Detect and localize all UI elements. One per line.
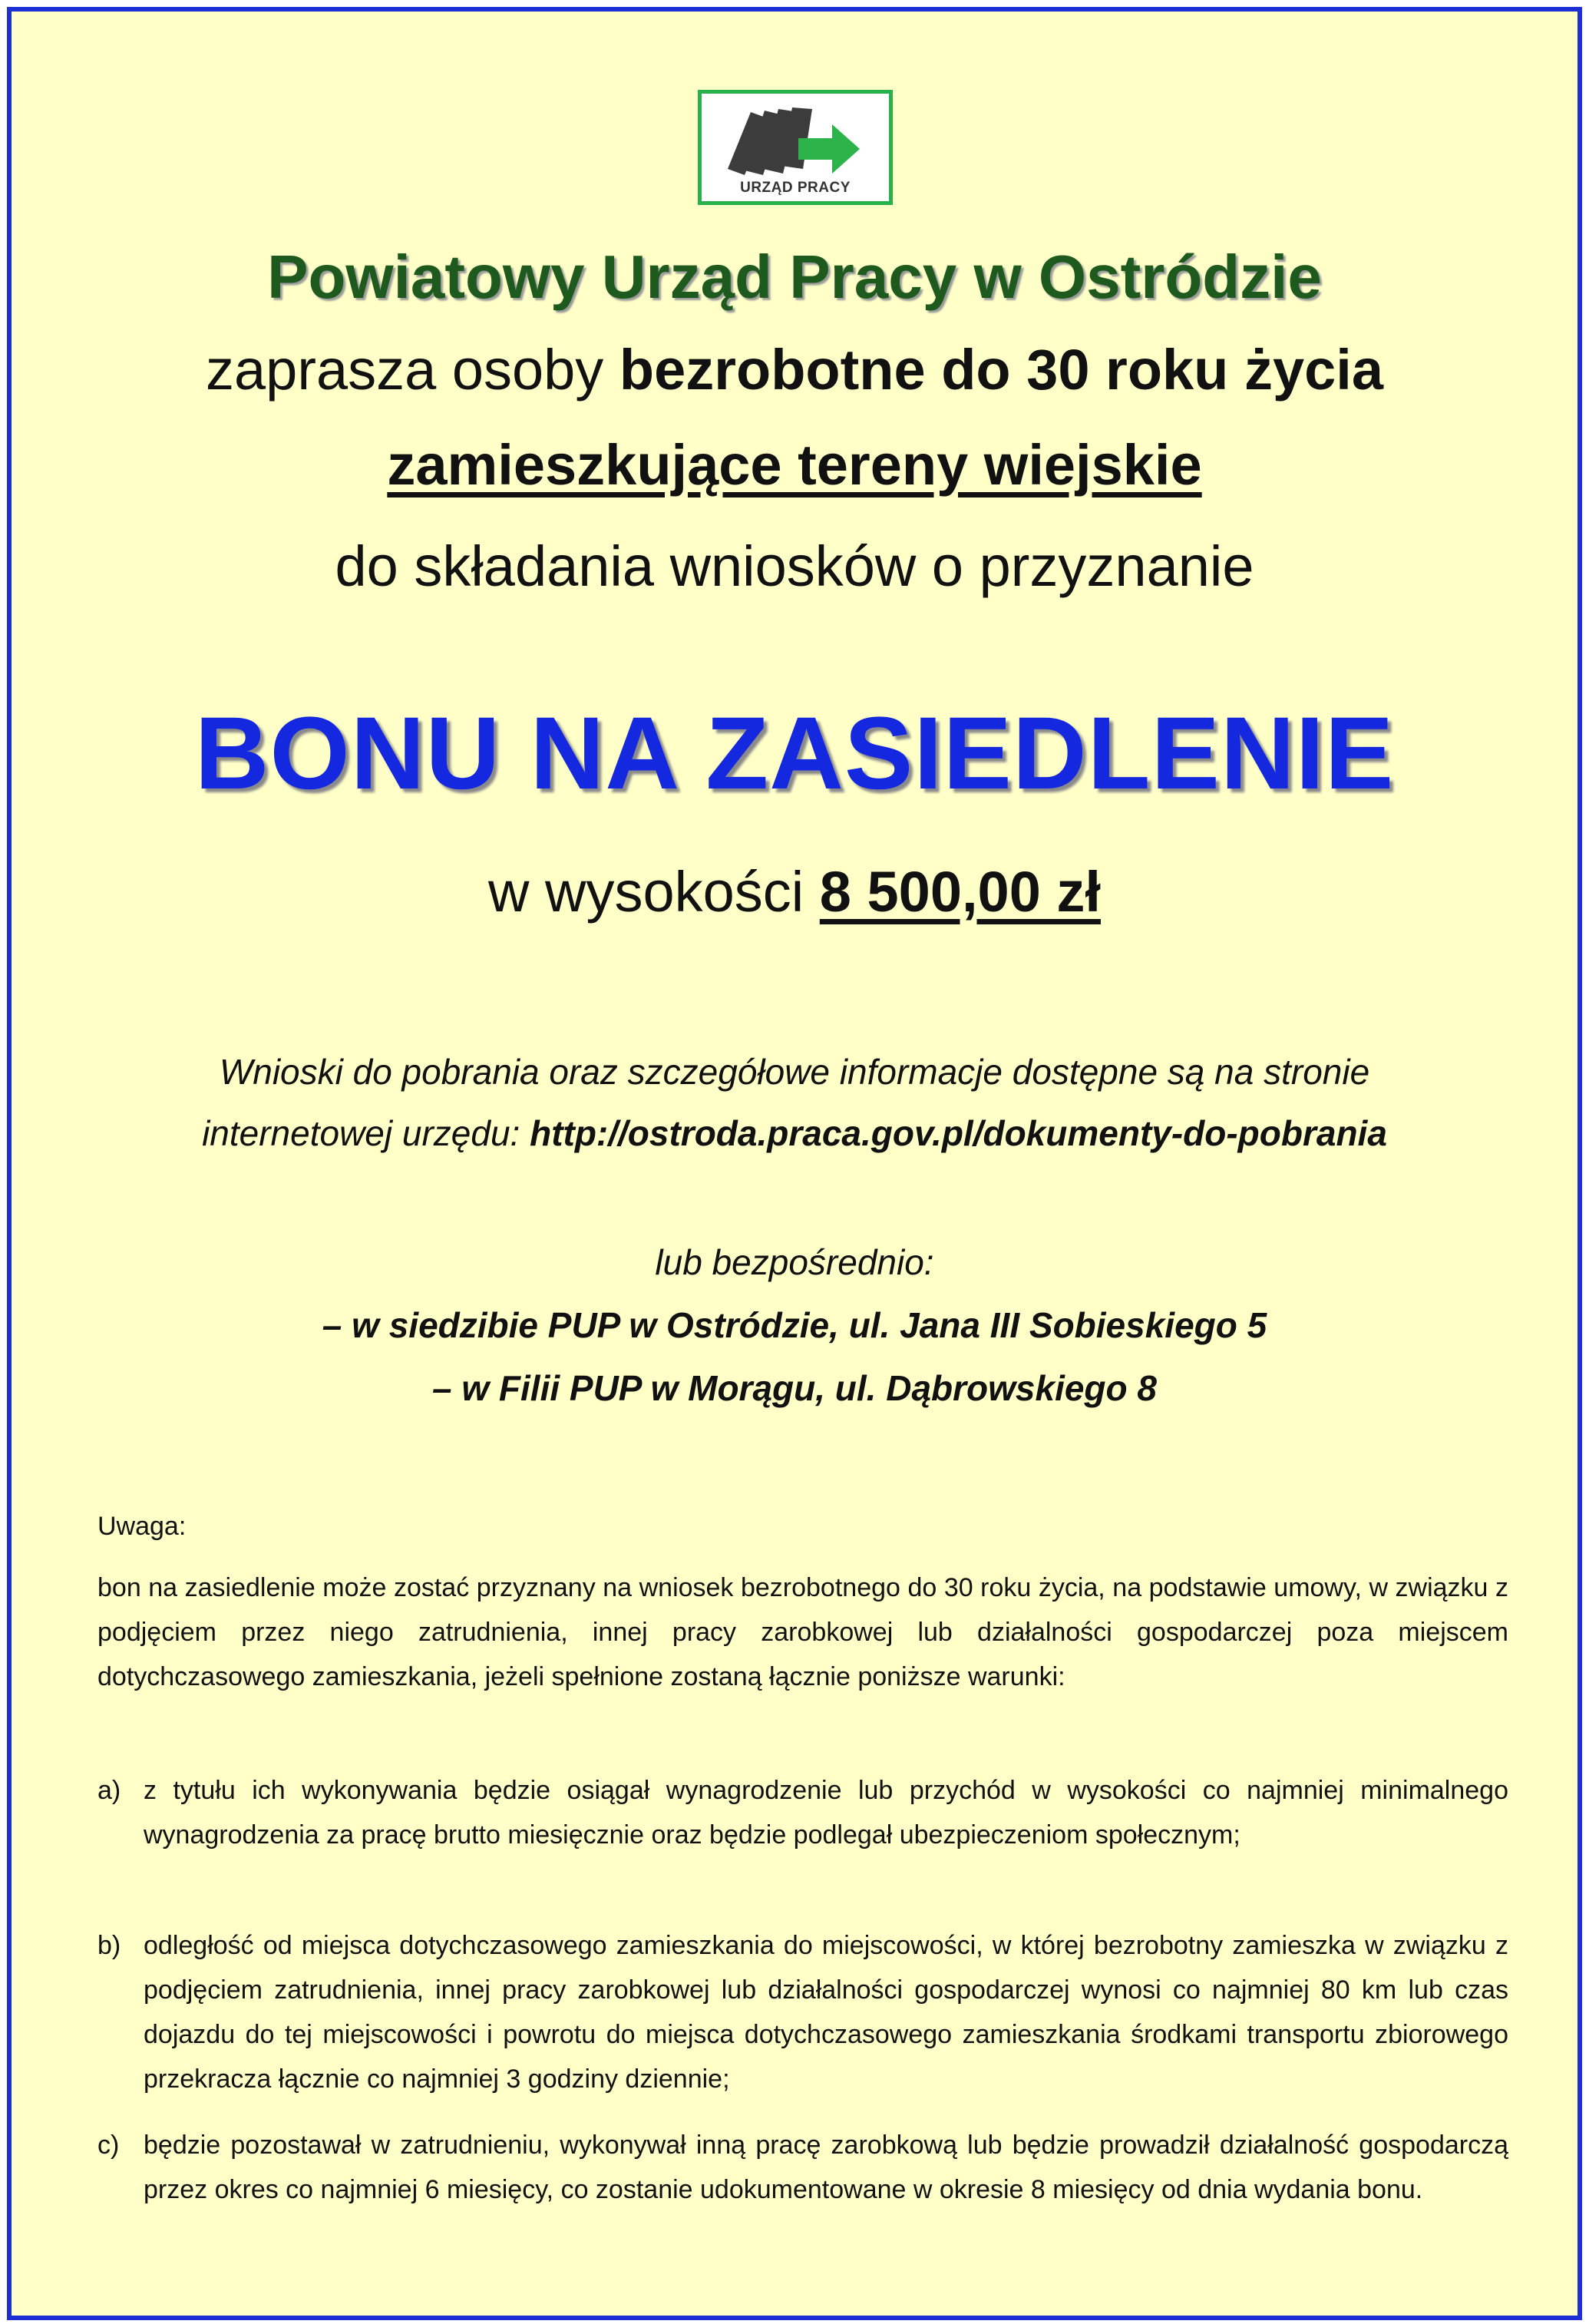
condition-text: będzie pozostawał w zatrudnieniu, wykonywał inną pracę zarobkową lub będzie prowadził działalność gospodarczą przez okres co najmniej 6 miesięcy, co zostanie udokumentowane w okresie 8 miesięcy od dnia wydania bonu. (144, 2131, 1508, 2204)
cards-arrow-icon (728, 101, 863, 178)
invite-line (12, 337, 1577, 402)
amount-line (12, 859, 1577, 924)
amount-value: 8 500,00 zł (819, 860, 1101, 924)
amount-prefix: w wysokości (488, 860, 820, 924)
info-line-1: Wnioski do pobrania oraz szczegółowe informacje dostępne są na stronie (219, 1052, 1370, 1092)
urzad-pracy-logo (698, 90, 893, 205)
invite-prefix: zaprasza osoby (206, 338, 619, 402)
invite-target: bezrobotne do 30 roku życia (619, 338, 1383, 402)
condition-marker: a) (97, 1776, 121, 1805)
location-moragu: – w Filii PUP w Morągu, ul. Dąbrowskiego 8 (431, 1368, 1157, 1408)
organization-name: Powiatowy Urząd Pracy w Ostródzie (267, 243, 1322, 311)
rural-line: zamieszkujące tereny wiejskie (387, 433, 1202, 497)
location-ostroda: – w siedzibie PUP w Ostródzie, ul. Jana III Sobieskiego 5 (322, 1305, 1267, 1345)
condition-marker: c) (97, 2131, 120, 2160)
condition-item (97, 2123, 1508, 2212)
condition-item (97, 1768, 1508, 1857)
condition-marker: b) (97, 1931, 121, 1960)
info-prefix: internetowej urzędu: (202, 1113, 530, 1153)
poster-page (7, 7, 1582, 2320)
direct-label: lub bezpośrednio: (655, 1242, 934, 1282)
condition-text: odległość od miejsca dotychczasowego zamieszkania do miejscowości, w której bezrobotny zamieszka w związku z podjęciem zatrudnienia, innej pracy zarobkowej lub działalności gospodarczej wynosi co najmniej 80 km lub czas dojazdu do tej miejscowości i powrotu do miejsca dotychczasowego zamieszkania środkami transportu zbiorowego przekracza łącznie co najmniej 3 godziny dziennie; (144, 1931, 1508, 2094)
application-line: do składania wniosków o przyznanie (335, 534, 1254, 598)
note-paragraph: bon na zasiedlenie może zostać przyznany na wniosek bezrobotnego do 30 roku życia, na podstawie umowy, w związku z podjęciem przez niego zatrudnienia, innej pracy zarobkowej lub działalności gospodarczej poza miejscem dotychczasowego zamieszkania, jeżeli spełnione zostaną łącznie poniższe warunki: (97, 1573, 1508, 1691)
download-url[interactable]: http://ostroda.praca.gov.pl/dokumenty-do-pobrania (530, 1113, 1387, 1153)
main-title: BONU NA ZASIEDLENIE (194, 696, 1395, 811)
logo-text: URZĄD PRACY (740, 180, 851, 196)
note-label: Uwaga: (97, 1512, 187, 1541)
condition-text: z tytułu ich wykonywania będzie osiągał wynagrodzenie lub przychód w wysokości co najmniej minimalnego wynagrodzenia za pracę brutto miesięcznie oraz będzie podlegał ubezpieczeniom społecznym; (144, 1776, 1508, 1850)
info-line-2 (12, 1112, 1577, 1154)
condition-item (97, 1923, 1508, 2101)
